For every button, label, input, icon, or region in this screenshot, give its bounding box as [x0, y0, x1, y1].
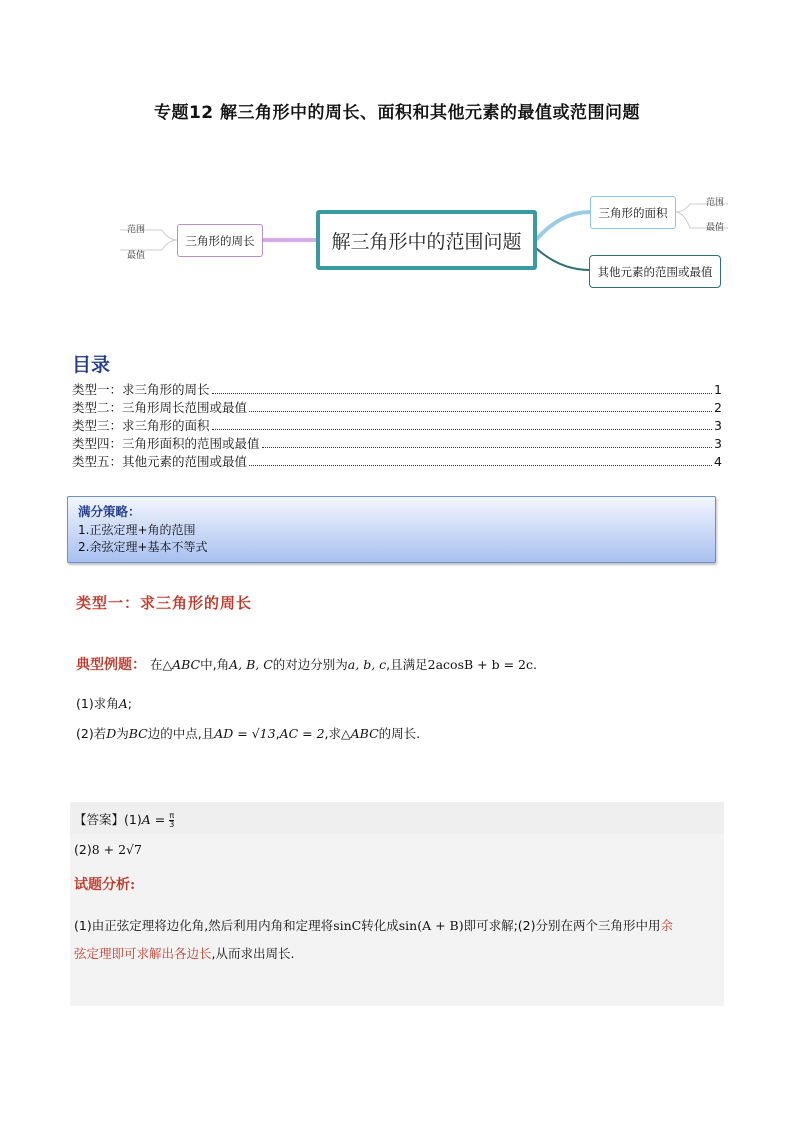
node-center: 解三角形中的范围问题 [316, 210, 537, 270]
math: BC [128, 726, 148, 741]
right-leaf-extreme: 最值 [706, 223, 725, 233]
math: a, b, c [347, 657, 387, 672]
strategy-heading: 满分策略： [78, 504, 141, 519]
toc-leader [212, 393, 713, 394]
highlight-text: 余 [660, 918, 674, 933]
toc-item[interactable] [72, 380, 722, 398]
toc-item-page: 2 [714, 400, 722, 415]
toc-item[interactable] [72, 416, 722, 434]
text: 为 [116, 726, 129, 741]
math: 2acosB + b = 2c [427, 657, 533, 672]
text: , [275, 726, 280, 741]
math: D [106, 726, 117, 741]
math: AC = 2 [279, 726, 325, 741]
text: (1)求角 [76, 696, 119, 711]
text: ,求△ [324, 726, 351, 741]
math: A, B, C [229, 657, 273, 672]
toc-item-label: 类型一：求三角形的周长 [72, 382, 210, 397]
toc-item-label: 类型五：其他元素的范围或最值 [72, 454, 248, 469]
text: 即可求解;(2)分别在两个三角形中用 [463, 918, 661, 933]
math: A [118, 696, 128, 711]
math: ABC [172, 657, 201, 672]
text: ,且满足 [386, 657, 428, 672]
node-other-elements: 其他元素的范围或最值 [589, 255, 721, 288]
example-problem [76, 654, 537, 674]
toc-item[interactable] [72, 434, 722, 452]
text: (2)若 [76, 726, 107, 741]
page-title: 专题12 解三角形中的周长、面积和其他元素的最值或范围问题 [153, 103, 641, 123]
strategy-line: 2.余弦定理+基本不等式 [78, 540, 208, 554]
toc-item-label: 类型四：三角形面积的范围或最值 [72, 436, 260, 451]
text: 中,角 [200, 657, 230, 672]
text: . [532, 657, 537, 672]
toc-item[interactable] [72, 398, 722, 416]
toc-leader [212, 429, 713, 430]
text: ; [127, 696, 132, 711]
text: (1)由正弦定理将边化角,然后利用内角和定理将 [74, 918, 334, 933]
strategy-line: 1.正弦定理+角的范围 [78, 523, 196, 537]
toc-item-label: 类型二：三角形周长范围或最值 [72, 400, 248, 415]
example-label: 典型例题： [76, 657, 146, 673]
text: 在△ [149, 657, 173, 672]
left-leaf-range: 范围 [127, 225, 146, 235]
math: sinC [333, 918, 362, 933]
text: ,从而求出周长. [211, 946, 295, 961]
question-2 [76, 724, 420, 742]
answer-part1 [74, 810, 174, 829]
node-area: 三角形的面积 [590, 196, 676, 229]
section-heading: 类型一：求三角形的周长 [76, 594, 253, 612]
math: ABC [350, 726, 379, 741]
analysis-text [74, 912, 724, 968]
text: 边的中点,且 [147, 726, 215, 741]
mind-map [0, 0, 794, 330]
fraction-numerator: π [169, 811, 175, 820]
analysis-label: 试题分析: [74, 877, 136, 893]
toc-leader [249, 411, 712, 412]
fraction [169, 812, 174, 829]
toc-item-page: 3 [714, 418, 722, 433]
strategy-box [67, 496, 716, 563]
math: A = [141, 812, 170, 827]
text: 转化成 [361, 918, 399, 933]
toc-item-page: 1 [714, 382, 722, 397]
toc-item-page: 4 [714, 454, 722, 469]
right-leaf-range: 范围 [706, 198, 725, 208]
left-leaf-extreme: 最值 [127, 251, 146, 261]
toc-item-label: 类型三：求三角形的面积 [72, 418, 210, 433]
text: 的对边分别为 [272, 657, 348, 672]
math: 8 + 2√7 [91, 842, 142, 857]
question-1 [76, 694, 132, 712]
math: AD = √13 [214, 726, 276, 741]
text: 的周长. [378, 726, 421, 741]
text: (2) [74, 842, 92, 857]
toc-leader [262, 447, 713, 448]
toc-leader [249, 465, 712, 466]
fraction-denominator: 3 [169, 820, 175, 829]
toc-item[interactable] [72, 452, 722, 470]
math: sin(A + B) [398, 918, 464, 933]
toc-heading: 目录 [72, 354, 111, 376]
answer-part2 [74, 842, 142, 857]
highlight-text: 弦定理即可求解出各边长 [74, 946, 212, 961]
node-perimeter: 三角形的周长 [177, 224, 263, 257]
answer-label: 【答案】 [74, 812, 125, 827]
toc-item-page: 3 [714, 436, 722, 451]
text: (1) [124, 812, 142, 827]
